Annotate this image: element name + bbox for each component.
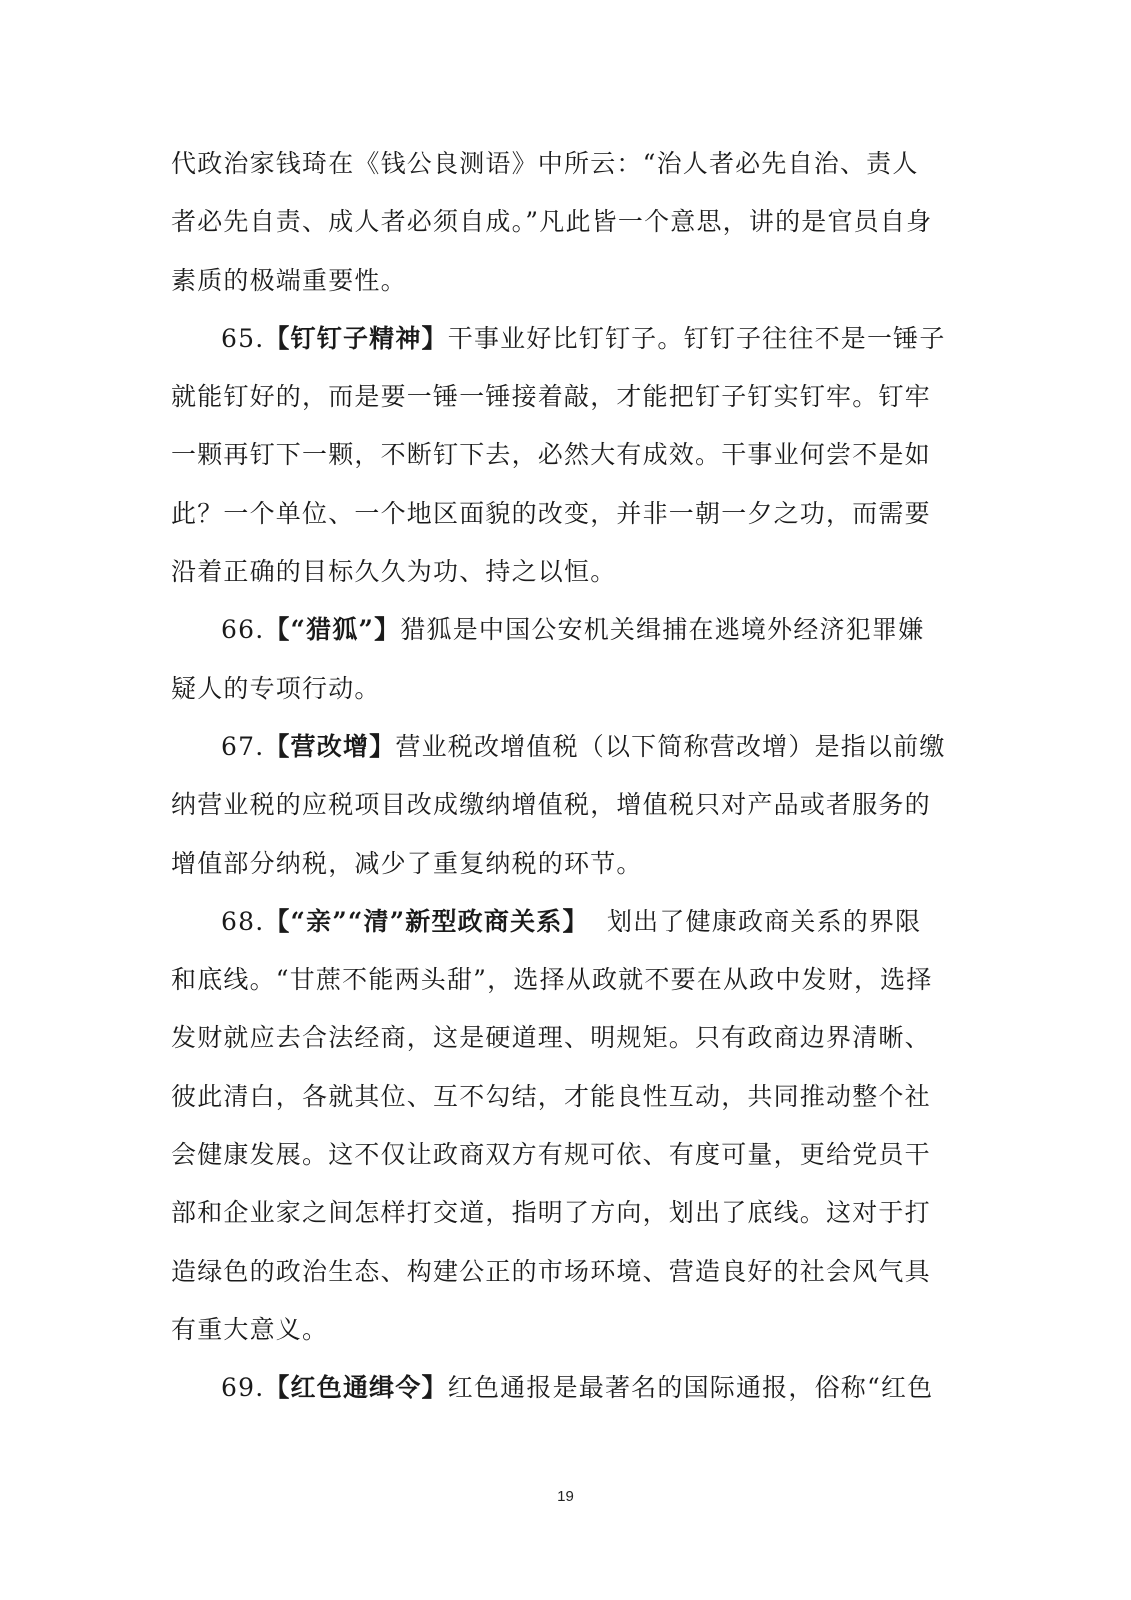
- entry-number: 68.: [221, 906, 265, 936]
- text-line: 会健康发展。这不仅让政商双方有规可依、有度可量，更给党员干: [171, 1140, 931, 1170]
- text-line: 发财就应去合法经商，这是硬道理、明规矩。只有政商边界清晰、: [171, 1023, 931, 1053]
- entry-number: 67.: [221, 731, 265, 761]
- entry-term: 【营改增】: [264, 731, 396, 761]
- text-line: 和底线。“甘蔗不能两头甜”，选择从政就不要在从政中发财，选择: [171, 965, 933, 995]
- entry-68-first-line: 68.【“亲”“清”新型政商关系】 划出了健康政商关系的界限: [221, 906, 922, 936]
- text-line: 彼此清白，各就其位、互不勾结，才能良性互动，共同推动整个社: [171, 1081, 931, 1111]
- text-line: 有重大意义。: [171, 1314, 329, 1344]
- entry-number: 66.: [221, 615, 265, 645]
- entry-term: 【红色通缉令】: [264, 1373, 448, 1403]
- text-line: 造绿色的政治生态、构建公正的市场环境、营造良好的社会风气具: [171, 1256, 931, 1286]
- entry-term: 【“亲”“清”新型政商关系】: [264, 906, 589, 936]
- text-line: 疑人的专项行动。: [171, 673, 381, 703]
- text-line: 者必先自责、成人者必须自成。”凡此皆一个意思，讲的是官员自身: [171, 207, 933, 237]
- entry-67-first-line: 67.【营改增】营业税改增值税（以下简称营改增）是指以前缴: [221, 731, 946, 761]
- entry-term: 【“猎狐”】: [264, 615, 401, 645]
- page-number: 19: [557, 1488, 574, 1505]
- entry-69-first-line: 69.【红色通缉令】红色通报是最著名的国际通报，俗称“红色: [221, 1373, 934, 1403]
- body-text: [171, 146, 946, 1429]
- text-line: 沿着正确的目标久久为功、持之以恒。: [171, 557, 617, 587]
- text-line: 部和企业家之间怎样打交道，指明了方向，划出了底线。这对于打: [171, 1198, 931, 1228]
- text-line: 此？一个单位、一个地区面貌的改变，并非一朝一夕之功，而需要: [171, 498, 931, 528]
- text-line: 增值部分纳税，减少了重复纳税的环节。: [171, 848, 643, 878]
- entry-66-first-line: 66.【“猎狐”】猎狐是中国公安机关缉捕在逃境外经济犯罪嫌: [221, 615, 925, 645]
- text-line: 就能钉好的，而是要一锤一锤接着敲，才能把钉子钉实钉牢。钉牢: [171, 382, 931, 412]
- entry-65-first-line: 65.【钉钉子精神】干事业好比钉钉子。钉钉子往往不是一锤子: [221, 323, 946, 353]
- text-line: 纳营业税的应税项目改成缴纳增值税，增值税只对产品或者服务的: [171, 790, 931, 820]
- entry-number: 65.: [221, 323, 265, 353]
- text-line: 素质的极端重要性。: [171, 265, 407, 295]
- entry-term: 【钉钉子精神】: [264, 323, 448, 353]
- text-line: 代政治家钱琦在《钱公良测语》中所云：“治人者必先自治、责人: [171, 149, 919, 178]
- entry-number: 69.: [221, 1373, 265, 1403]
- text-line: 一颗再钉下一颗，不断钉下去，必然大有成效。干事业何尝不是如: [171, 440, 931, 470]
